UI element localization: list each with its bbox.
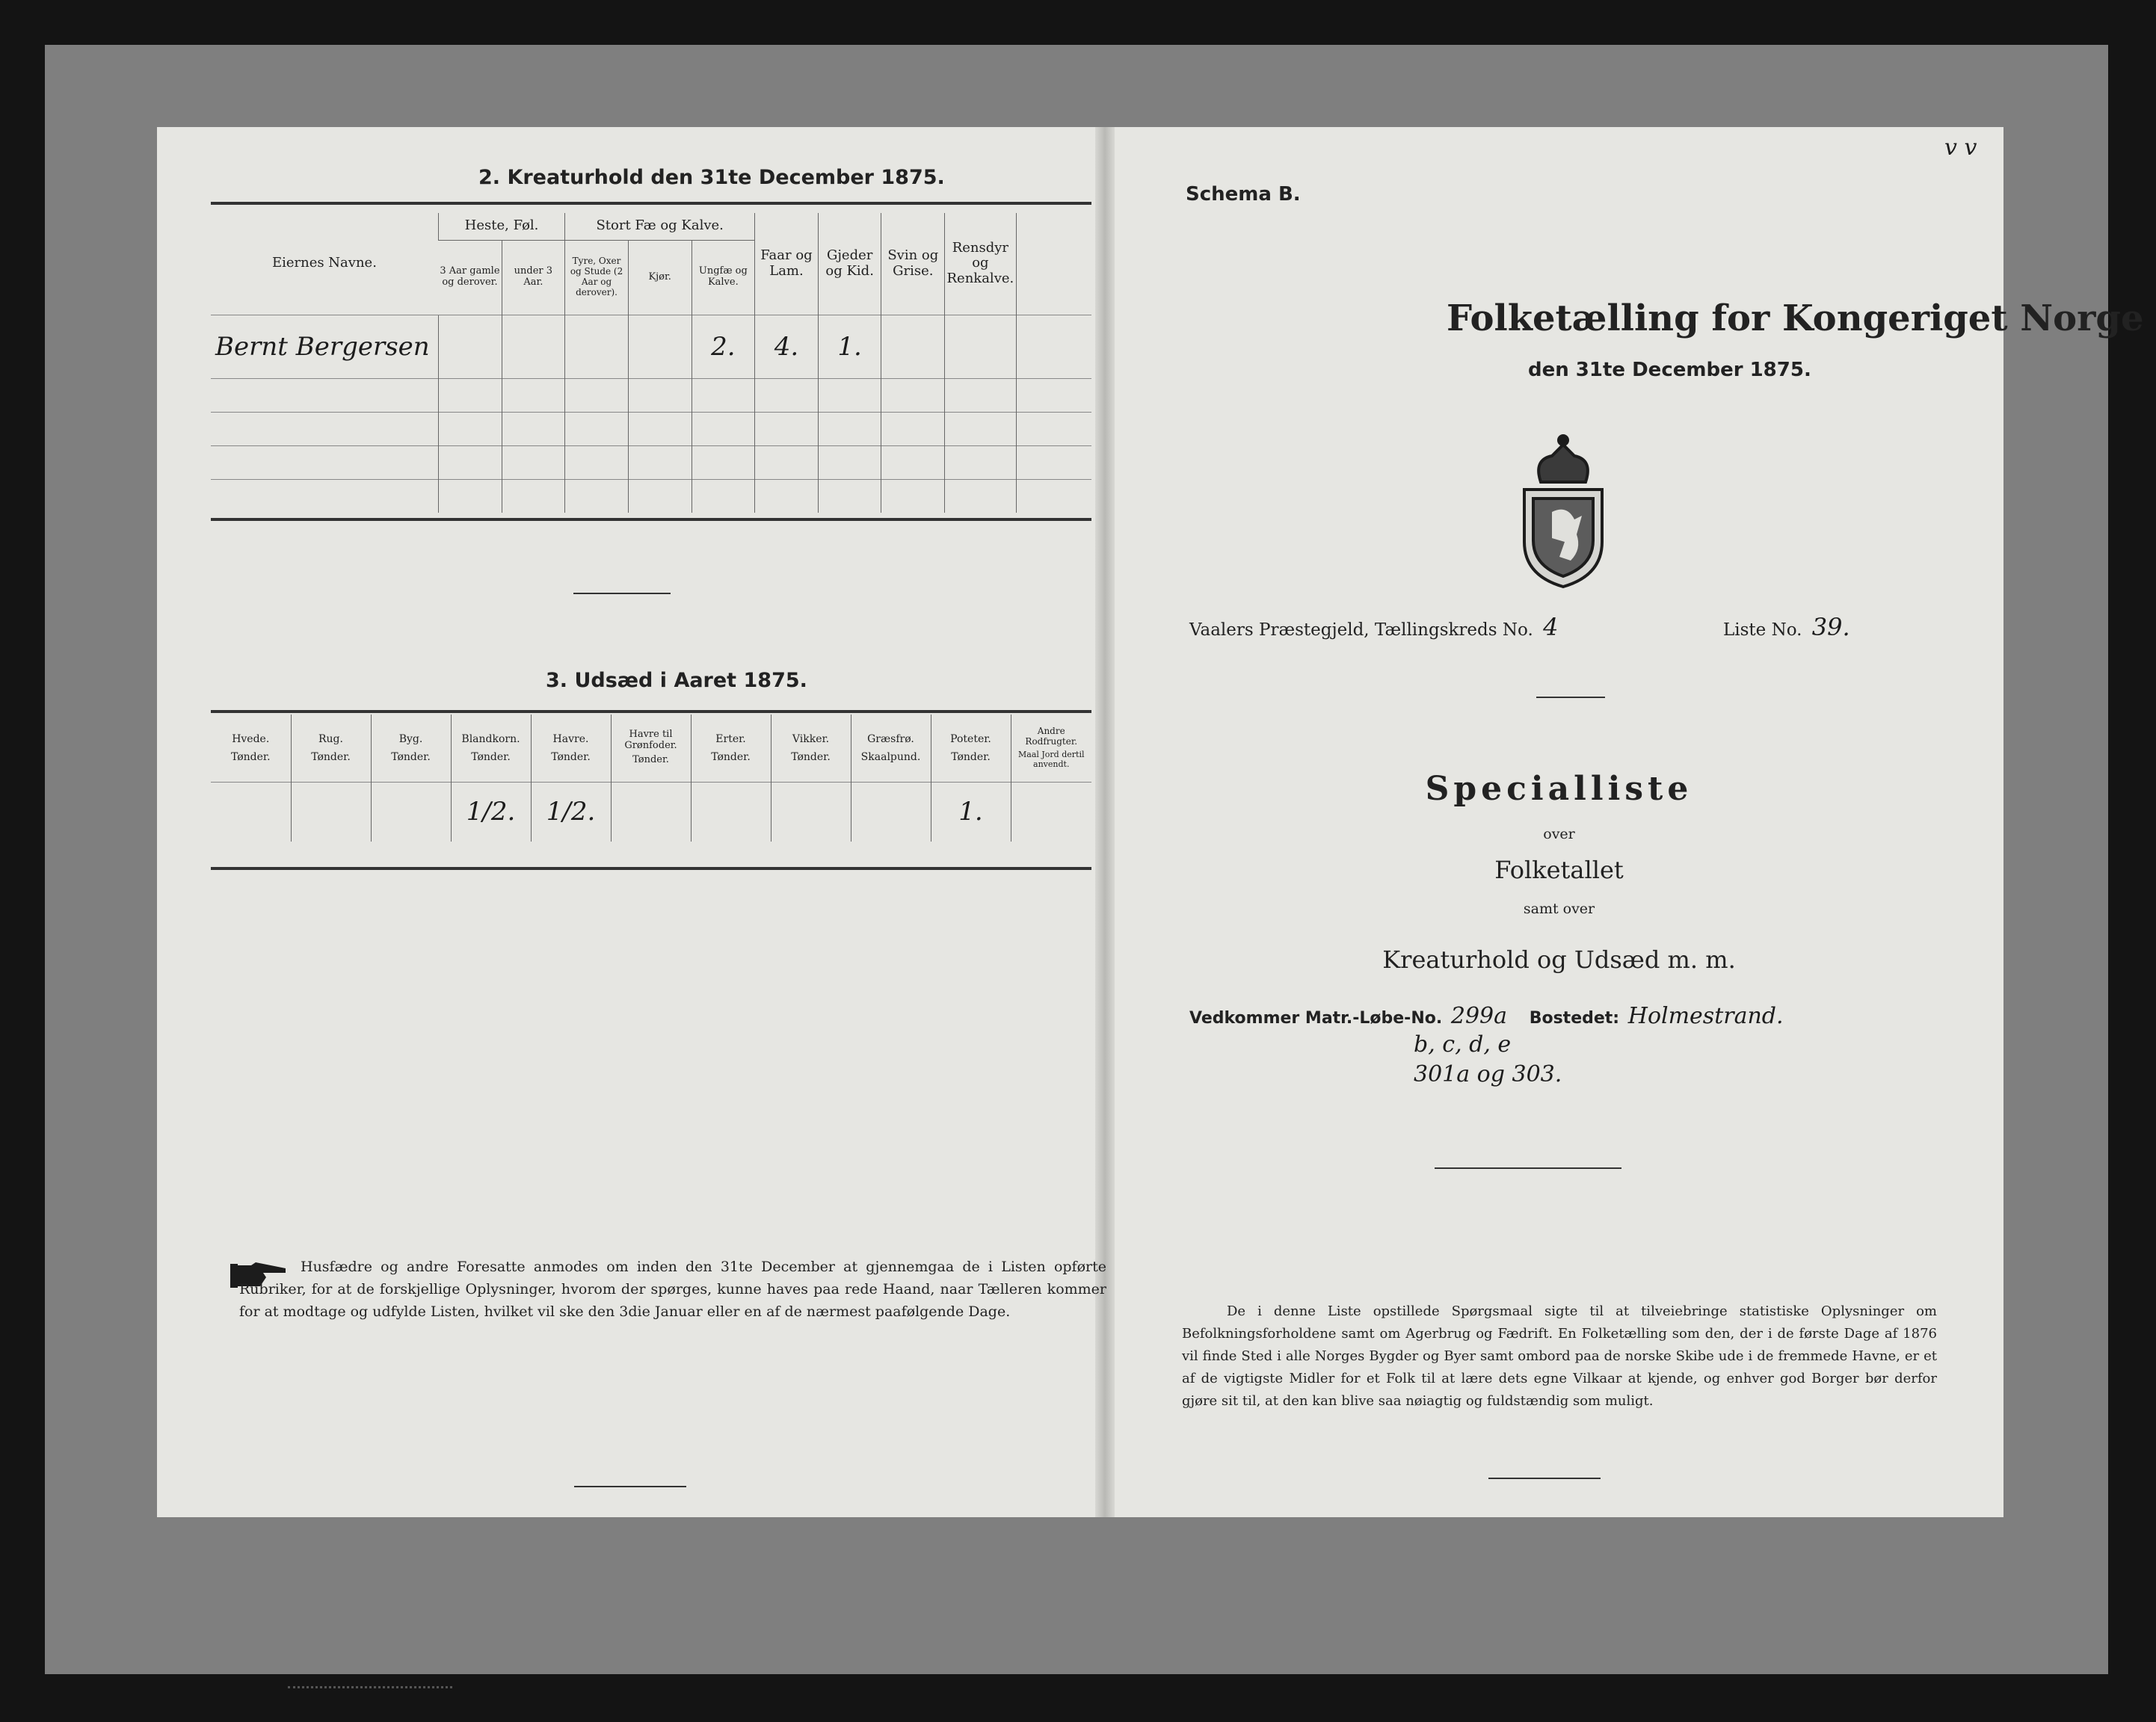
seed-header-peas: Erter. Tønder. bbox=[691, 715, 771, 782]
district-label: Vaalers Præstegjeld, Tællingskreds No. bbox=[1189, 620, 1533, 640]
livestock-bottom-rule bbox=[211, 518, 1091, 521]
samt-over-label: samt over bbox=[1523, 901, 1595, 917]
livestock-row bbox=[211, 315, 1091, 378]
bosted-value: Holmestrand. bbox=[1627, 1003, 1784, 1029]
notice-text: Husfædre og andre Foresatte anmodes om inden den 31te December at gjennemgaa de i Listen opførte Rubriker, for at de forskjellige Oplysninger, hvorom der spørges, kunne haves paa rede Haand, naar Tælleren kommer for at modtage og udfylde Listen, hvilket vil ske den 3die Januar eller en af de nærmest paafølgende Dage. bbox=[239, 1259, 1106, 1320]
title-divider bbox=[1536, 697, 1605, 698]
header-pigs: Svin og Grise. bbox=[881, 213, 945, 315]
sheep-value: 4. bbox=[755, 315, 819, 378]
header-goats: Gjeder og Kid. bbox=[818, 213, 881, 315]
livestock-empty-row bbox=[211, 412, 1091, 445]
seed-bottom-rule bbox=[211, 867, 1091, 870]
coat-of-arms-icon bbox=[1511, 430, 1616, 590]
bosted-label: Bostedet: bbox=[1529, 1009, 1620, 1028]
seed-title: 3. Udsæd i Aaret 1875. bbox=[546, 669, 807, 692]
seed-header-other-roots: Andre Rodfrugter. Maal Jord dertil anvendt. bbox=[1011, 715, 1091, 782]
seed-value-wheat bbox=[211, 782, 291, 842]
seed-value-mixed-grain: 1/2. bbox=[451, 782, 531, 842]
over-label-1: over bbox=[1543, 826, 1575, 842]
header-cattle: Stort Fæ og Kalve. bbox=[565, 213, 755, 240]
section-divider bbox=[573, 593, 671, 594]
livestock-empty-row bbox=[211, 445, 1091, 479]
matr-line bbox=[1189, 1003, 1784, 1029]
livestock-empty-row bbox=[211, 479, 1091, 513]
schema-label: Schema B. bbox=[1186, 183, 1301, 206]
district-number: 4 bbox=[1543, 613, 1559, 641]
left-page bbox=[157, 127, 1106, 1517]
seed-header-barley: Byg. Tønder. bbox=[371, 715, 451, 782]
liste-label: Liste No. bbox=[1723, 620, 1802, 640]
header-horses-3yr: 3 Aar gamle og derover. bbox=[438, 240, 502, 315]
seed-header-rye: Rug. Tønder. bbox=[291, 715, 371, 782]
bottom-divider bbox=[574, 1486, 686, 1487]
matr-label: Vedkommer Matr.-Løbe-No. bbox=[1189, 1009, 1443, 1028]
seed-value-green-oats bbox=[611, 782, 691, 842]
seed-value-oats: 1/2. bbox=[531, 782, 611, 842]
livestock-title: 2. Kreaturhold den 31te December 1875. bbox=[478, 166, 945, 189]
seed-header-grass-seed: Græsfrø. Skaalpund. bbox=[851, 715, 931, 782]
header-horses-under3: under 3 Aar. bbox=[502, 240, 565, 315]
seed-value-barley bbox=[371, 782, 451, 842]
folketallet-label: Folketallet bbox=[1494, 856, 1624, 884]
owner-name: Bernt Bergersen bbox=[211, 315, 438, 378]
liste-number: 39. bbox=[1811, 613, 1850, 641]
main-title: Folketælling for Kongeriget Norge bbox=[1447, 297, 2144, 339]
seed-value-rye bbox=[291, 782, 371, 842]
specialliste-title: Specialliste bbox=[1425, 770, 1693, 808]
header-horses: Heste, Føl. bbox=[438, 213, 564, 240]
seed-header-vetch: Vikker. Tønder. bbox=[771, 715, 851, 782]
census-date: den 31te December 1875. bbox=[1528, 359, 1811, 381]
goats-value: 1. bbox=[818, 315, 881, 378]
purpose-paragraph: De i denne Liste opstillede Spørgsmaal sigte til at tilveiebringe statistiske Oplysninger om Befolkningsforholdene samt om Agerbrug og Fædrift. En Folketælling som den, der i de første Dage af 1876 vil finde Sted i alle Norges Bygder og Byer samt ombord paa de norske Skibe ude i de fremmede Havne, er et af de vigtigste Midler for et Folk til at lære dets egne Vilkaar at kjende, og enhver god Borger bør derfor gjøre sit til, at den kan blive saa nøiagtig og fuldstændig som muligt. bbox=[1182, 1303, 1937, 1409]
header-owner: Eiernes Navne. bbox=[271, 255, 377, 271]
young-calves-value: 2. bbox=[692, 315, 755, 378]
bottom-scan-mark bbox=[288, 1679, 452, 1688]
seed-header-green-oats: Havre til Grønfoder. Tønder. bbox=[611, 715, 691, 782]
lower-divider bbox=[1435, 1167, 1621, 1169]
final-divider bbox=[1488, 1478, 1601, 1479]
header-bulls: Tyre, Oxer og Stude (2 Aar og derover). bbox=[565, 240, 629, 315]
header-young-calves: Ungfæ og Kalve. bbox=[692, 240, 755, 315]
matr-line-2: b, c, d, e bbox=[1414, 1031, 1512, 1058]
livestock-top-rule bbox=[211, 202, 1091, 205]
corner-mark: v v bbox=[1944, 135, 1977, 161]
header-spare bbox=[1016, 213, 1091, 315]
district-line bbox=[1189, 613, 1558, 641]
bleed-through-left-margin bbox=[168, 389, 213, 1061]
header-reindeer: Rensdyr og Renkalve. bbox=[945, 213, 1016, 315]
right-page bbox=[1115, 127, 2144, 1517]
seed-header-mixed-grain: Blandkorn. Tønder. bbox=[451, 715, 531, 782]
seed-table bbox=[211, 715, 1091, 842]
matr-number: 299a bbox=[1450, 1003, 1508, 1029]
seed-header-potatoes: Poteter. Tønder. bbox=[931, 715, 1011, 782]
census-sheet bbox=[157, 127, 2144, 1517]
seed-value-vetch bbox=[771, 782, 851, 842]
matr-line-3: 301a og 303. bbox=[1414, 1061, 1562, 1087]
seed-value-other-roots bbox=[1011, 782, 1091, 842]
kreaturhold-label: Kreaturhold og Udsæd m. m. bbox=[1382, 945, 1736, 974]
liste-line bbox=[1723, 613, 1850, 641]
header-sheep: Faar og Lam. bbox=[755, 213, 819, 315]
seed-top-rule bbox=[211, 710, 1091, 713]
seed-value-grass-seed bbox=[851, 782, 931, 842]
seed-header-wheat: Hvede. Tønder. bbox=[230, 732, 271, 763]
seed-header-oats: Havre. Tønder. bbox=[531, 715, 611, 782]
seed-value-potatoes: 1. bbox=[931, 782, 1011, 842]
header-cows: Kjør. bbox=[628, 240, 692, 315]
seed-value-peas bbox=[691, 782, 771, 842]
seed-row bbox=[211, 782, 1091, 842]
livestock-table bbox=[211, 213, 1091, 513]
livestock-empty-row bbox=[211, 378, 1091, 412]
